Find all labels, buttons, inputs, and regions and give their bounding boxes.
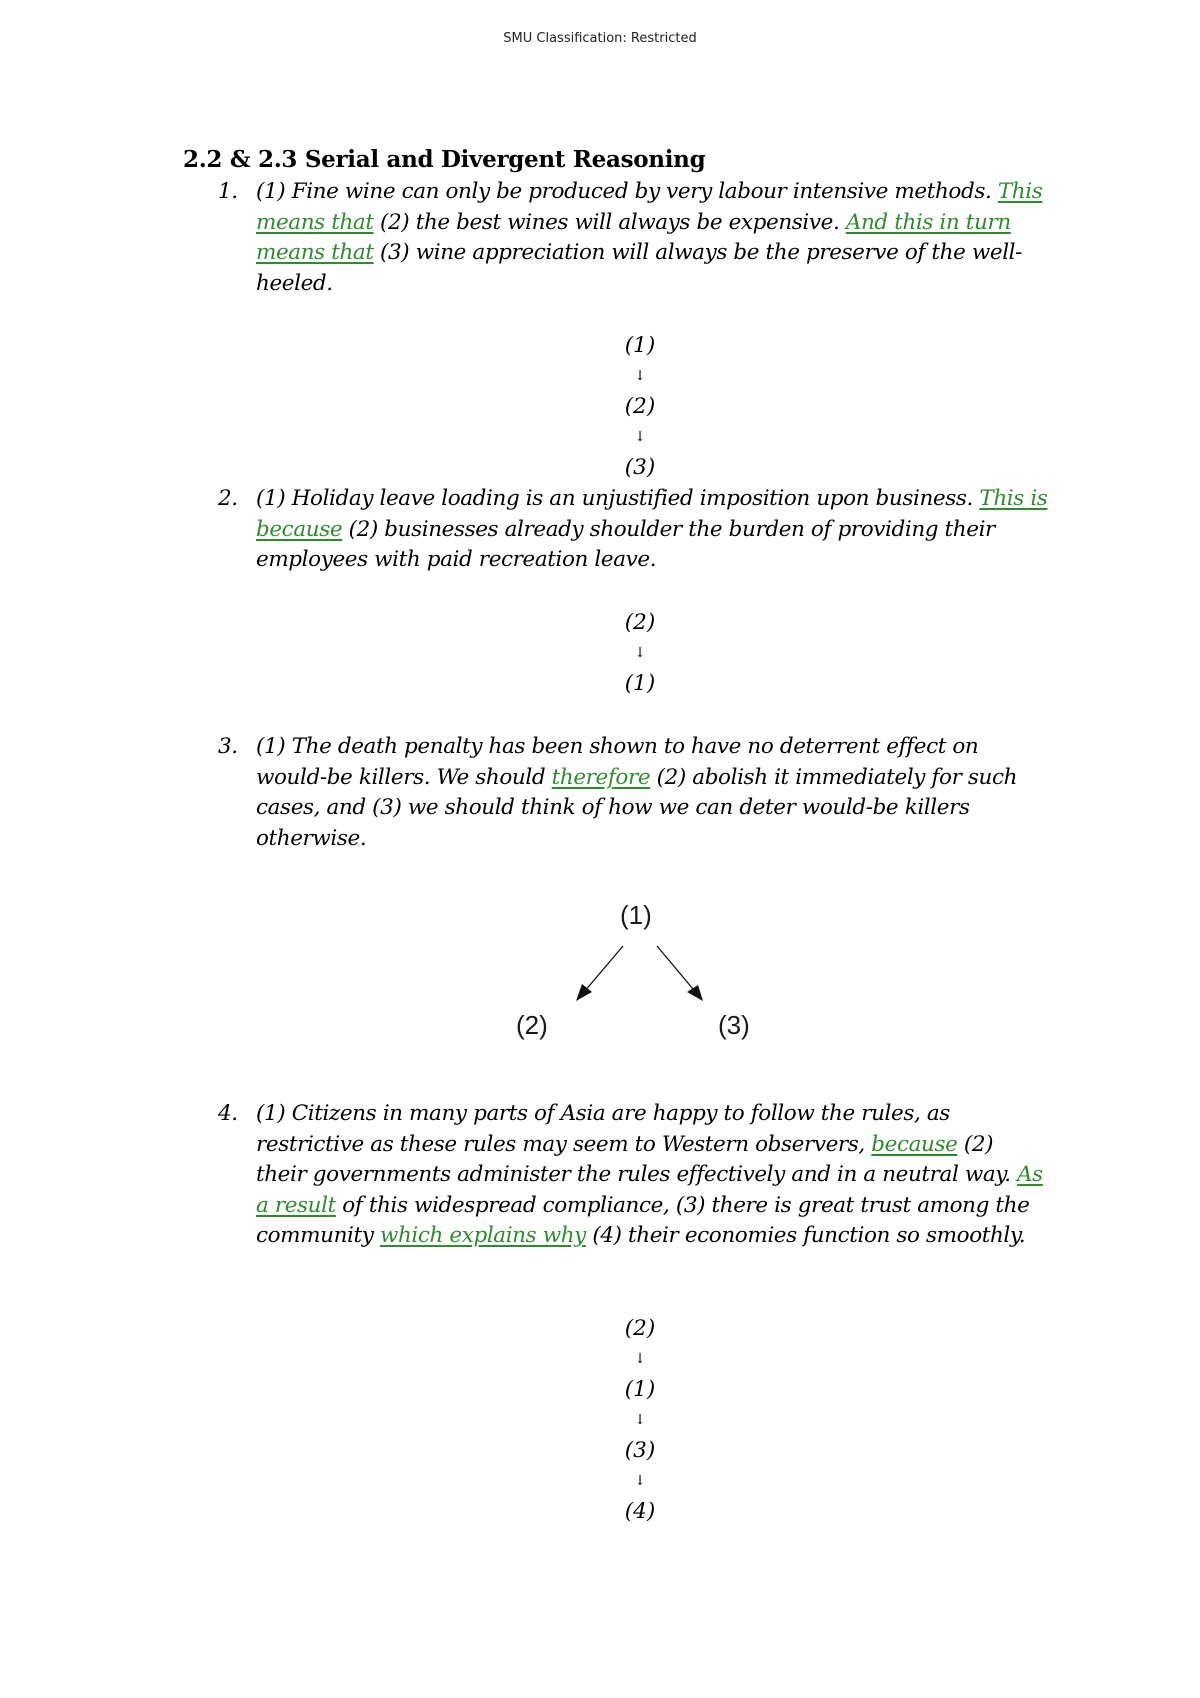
item-number: 4.	[218, 1101, 238, 1126]
down-arrow-icon: ↓	[634, 1412, 646, 1428]
down-arrow-icon: ↓	[634, 368, 646, 384]
text-segment: of this widespread compliance, (3) there is great trust among the community	[256, 1192, 1030, 1248]
text-segment: (2) businesses already shoulder the burden of providing their employees with paid recreation leave.	[256, 516, 995, 572]
item-number: 3.	[218, 734, 238, 759]
text-segment: (1) Holiday leave loading is an unjustified imposition upon business.	[256, 486, 980, 511]
serial-diagram-4	[560, 1314, 720, 1527]
down-arrow-icon: ↓	[634, 1351, 646, 1367]
down-arrow-icon: ↓	[634, 429, 646, 445]
reasoning-item-3	[218, 732, 1048, 854]
item-number: 1.	[218, 179, 238, 204]
diagram-node: (1)	[624, 333, 656, 358]
item-text	[256, 732, 1048, 854]
down-arrow-icon: ↓	[634, 1473, 646, 1489]
indicator-phrase: And this in turn means that	[256, 209, 1011, 265]
serial-diagram-2	[560, 608, 720, 699]
item-text	[256, 177, 1048, 299]
item-number: 2.	[218, 486, 238, 511]
text-segment: (2) the best wines will always be expensive.	[373, 209, 846, 235]
indicator-phrase: therefore	[551, 764, 651, 790]
left-arrowhead	[576, 984, 592, 1001]
text-segment: (1) Fine wine can only be produced by very labour intensive methods.	[256, 179, 998, 204]
diagram-node: (2)	[624, 1316, 656, 1341]
diagram-left-node: (2)	[516, 1010, 548, 1040]
text-segment: (1) Citizens in many parts of Asia are happy to follow the rules, as restrictive as these rules may seem to Western observers,	[256, 1101, 950, 1157]
indicator-phrase: because	[871, 1131, 958, 1157]
diagram-node: (1)	[624, 1377, 656, 1402]
indicator-phrase: which explains why	[379, 1223, 586, 1248]
diverging-arrows-icon	[500, 900, 780, 1060]
right-arrowhead	[687, 985, 703, 1001]
reasoning-item-1	[218, 177, 1048, 299]
reasoning-item-4	[218, 1099, 1048, 1252]
reasoning-item-2	[218, 484, 1048, 576]
serial-diagram-1	[560, 331, 720, 483]
text-segment: (2) their governments administer the rules effectively and in a neutral way.	[256, 1131, 1018, 1187]
diagram-root-node: (1)	[620, 900, 652, 930]
section-heading: 2.2 & 2.3 Serial and Divergent Reasoning	[183, 146, 706, 173]
text-segment: (2) abolish it immediately for such cases, and (3) we should think of how we can deter would-be killers otherwise.	[256, 764, 1018, 851]
diagram-right-node: (3)	[718, 1010, 750, 1040]
left-arrow-line	[584, 946, 623, 992]
diagram-node: (3)	[624, 1438, 656, 1463]
text-segment: (3) wine appreciation will always be the preserve of the well-heeled.	[256, 240, 1023, 296]
diagram-node: (4)	[624, 1499, 656, 1524]
indicator-phrase: This means that	[256, 179, 1043, 235]
text-segment: (4) their economies function so smoothly.	[585, 1223, 1026, 1248]
text-segment: (1) The death penalty has been shown to have no deterrent effect on would-be killers. We should	[256, 734, 979, 790]
right-arrow-line	[657, 946, 693, 989]
divergent-diagram	[500, 900, 780, 1060]
indicator-phrase: As a result	[256, 1162, 1043, 1218]
diagram-node: (2)	[624, 394, 656, 419]
item-text	[256, 1099, 1048, 1252]
diagram-node: (1)	[624, 671, 656, 696]
classification-header: SMU Classification: Restricted	[503, 31, 697, 46]
diagram-node: (2)	[624, 610, 656, 635]
down-arrow-icon: ↓	[634, 645, 646, 661]
item-text	[256, 484, 1048, 576]
diagram-node: (3)	[624, 455, 656, 480]
indicator-phrase: This is because	[256, 486, 1048, 542]
